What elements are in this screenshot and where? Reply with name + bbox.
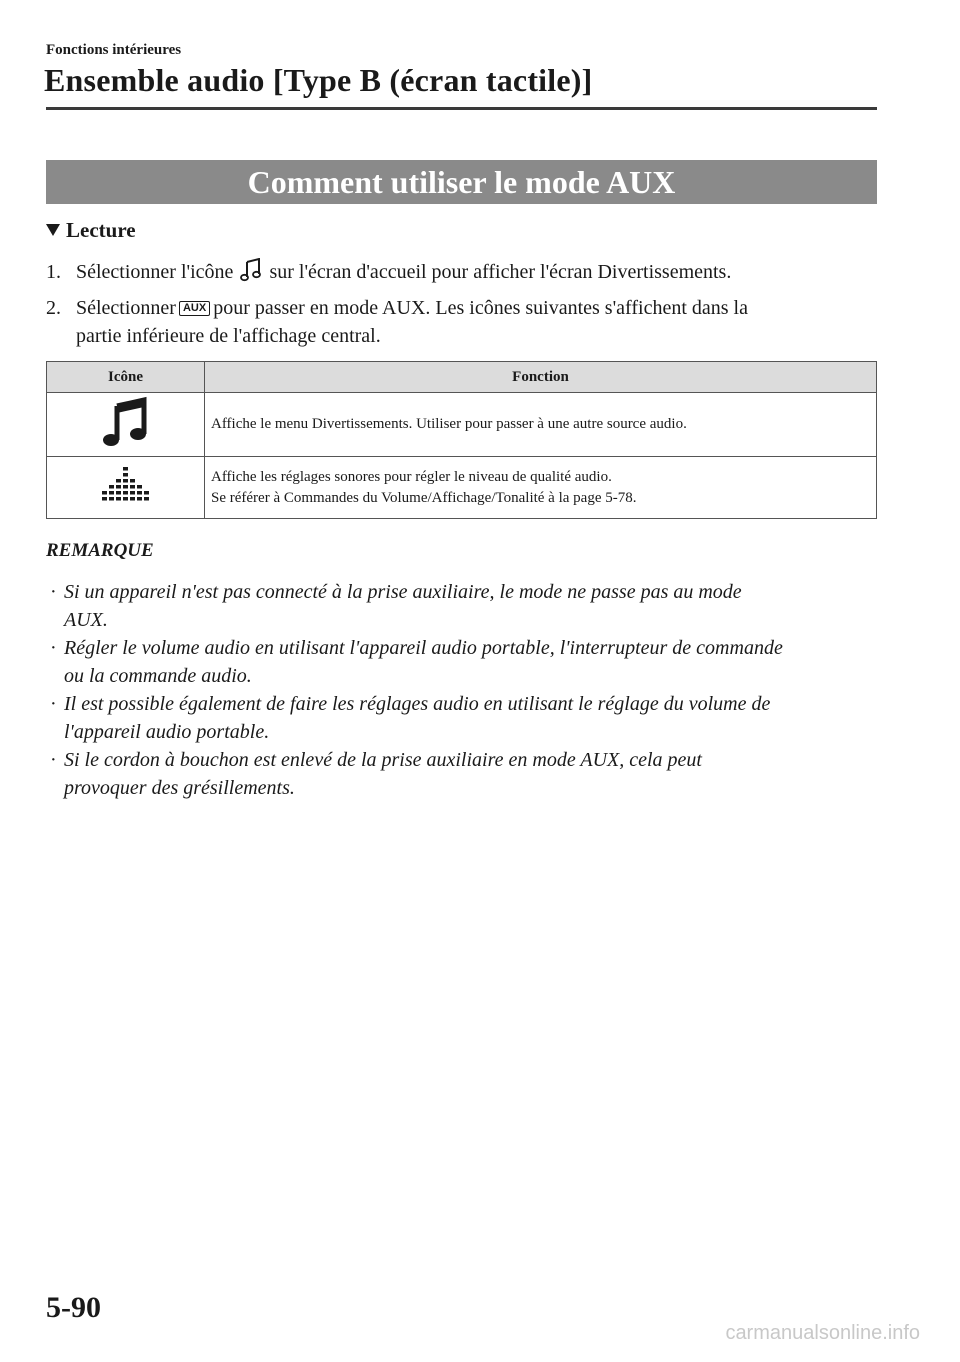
column-header-function: Fonction (205, 362, 877, 393)
aux-icon: AUX (179, 301, 210, 316)
note-line: AUX. (64, 609, 108, 631)
note-line: Si un appareil n'est pas connecté à la prise auxiliaire, le mode ne passe pas au mode (64, 581, 742, 603)
step-text-continued: partie inférieure de l'affichage central. (76, 325, 381, 347)
icon-cell (47, 457, 205, 519)
step-text-before: Sélectionner l'icône (76, 261, 234, 283)
page-number: 5-90 (46, 1291, 101, 1324)
function-description: Affiche le menu Divertissements. Utiliser pour passer à une autre source audio. (205, 393, 877, 457)
note-line: ou la commande audio. (64, 665, 252, 687)
note-list (48, 578, 878, 802)
note-line: Régler le volume audio en utilisant l'appareil audio portable, l'interrupteur de commande (64, 637, 783, 659)
step-number: 2. (46, 297, 61, 319)
step-1 (46, 258, 731, 290)
step-2 (46, 294, 748, 350)
note-line: provoquer des grésillements. (64, 777, 295, 799)
step-text-after: sur l'écran d'accueil pour afficher l'écran Divertissements. (269, 261, 732, 283)
column-header-icon: Icône (47, 362, 205, 393)
note-line: l'appareil audio portable. (64, 721, 270, 743)
function-description (205, 457, 877, 519)
page-title: Ensemble audio [Type B (écran tactile)] (44, 62, 593, 98)
subheading (46, 218, 136, 243)
function-description-line: Se référer à Commandes du Volume/Affichage/Tonalité à la page 5-78. (211, 489, 637, 506)
step-number: 1. (46, 261, 61, 283)
step-text-after: pour passer en mode AUX. Les icônes suivantes s'affichent dans la (213, 297, 748, 319)
note-line: Si le cordon à bouchon est enlevé de la prise auxiliaire en mode AUX, cela peut (64, 749, 702, 771)
note-item: · Si un appareil n'est pas connecté à la prise auxiliaire, le mode ne passe pas au mode AUX. (48, 578, 878, 634)
subheading-text: Lecture (66, 218, 136, 242)
note-heading: REMARQUE (46, 540, 154, 561)
note-line: Il est possible également de faire les réglages audio en utilisant le réglage du volume de (64, 693, 771, 715)
note-item: · Régler le volume audio en utilisant l'appareil audio portable, l'interrupteur de commande ou la commande audio. (48, 634, 878, 690)
note-item: · Il est possible également de faire les réglages audio en utilisant le réglage du volume de l'appareil audio portable. (48, 690, 878, 746)
table-row (47, 457, 877, 519)
breadcrumb: Fonctions intérieures (46, 42, 182, 58)
section-banner: Comment utiliser le mode AUX (46, 160, 877, 204)
equalizer-icon (98, 495, 154, 511)
music-note-icon (100, 436, 152, 452)
watermark: carmanualsonline.info (725, 1322, 920, 1344)
function-description-line: Affiche les réglages sonores pour régler le niveau de qualité audio. (211, 468, 612, 485)
triangle-bullet-icon (46, 224, 60, 236)
table-header-row (47, 362, 877, 393)
note-item: · Si le cordon à bouchon est enlevé de la prise auxiliaire en mode AUX, cela peut provoquer des grésillements. (48, 746, 878, 802)
icon-cell (47, 393, 205, 457)
table-row (47, 393, 877, 457)
title-divider (46, 107, 877, 110)
music-note-icon (240, 258, 262, 290)
icon-function-table (46, 361, 877, 519)
step-text-before: Sélectionner (76, 297, 176, 319)
